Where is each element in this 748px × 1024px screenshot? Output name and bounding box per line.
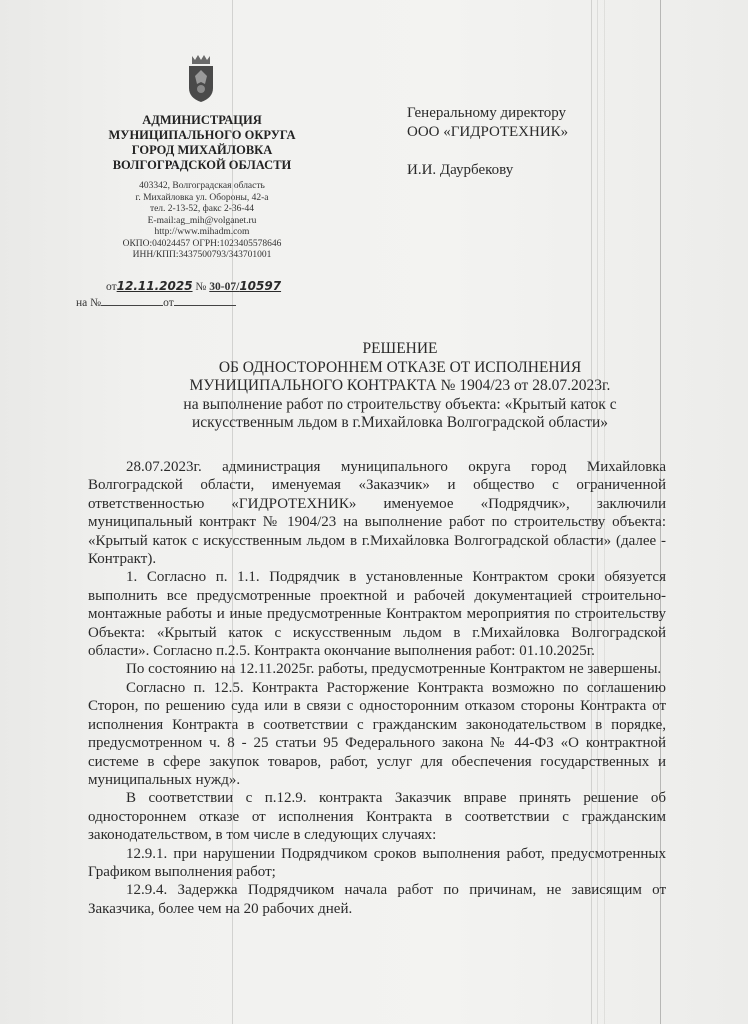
title-line: РЕШЕНИЕ: [362, 340, 438, 357]
ref-from-label: от: [106, 281, 117, 293]
reply-number-label: на №: [76, 297, 102, 309]
contact-okpo-ogrn: ОКПО:04024457 ОГРН:1023405578646: [122, 238, 282, 249]
addressee-position: Генеральному директору: [407, 105, 567, 121]
org-line: ГОРОД МИХАЙЛОВКА: [131, 143, 273, 157]
addressee-name: И.И. Даурбекову: [407, 162, 514, 178]
contact-email: E-mail:ag_mih@volganet.ru: [147, 215, 257, 226]
reply-number-blank: [101, 295, 163, 306]
ref-number-printed: 30-07/: [209, 281, 240, 293]
document-body: [88, 458, 666, 918]
ref-number-label: №: [195, 281, 207, 293]
org-line: ВОЛГОГРАДСКОЙ ОБЛАСТИ: [112, 158, 292, 172]
document-title: [100, 340, 700, 433]
org-line: МУНИЦИПАЛЬНОГО ОКРУГА: [108, 128, 296, 142]
org-line: АДМИНИСТРАЦИЯ: [142, 113, 262, 127]
title-line: ОБ ОДНОСТОРОННЕМ ОТКАЗЕ ОТ ИСПОЛНЕНИЯ: [218, 358, 582, 376]
body-paragraph: По состоянию на 12.11.2025г. работы, предусмотренные Контрактом не завершены.: [126, 661, 662, 678]
contact-address: 403342, Волгоградская область: [139, 181, 265, 191]
contact-website: http://www.mihadm.com: [154, 227, 250, 237]
organization-name: [70, 113, 334, 173]
organization-contacts: [70, 181, 334, 262]
ref-number-handwritten: 10597: [239, 279, 282, 293]
title-line: на выполнение работ по строительству объекта: «Крытый каток с: [183, 395, 617, 413]
title-line: МУНИЦИПАЛЬНОГО КОНТРАКТА № 1904/23 от 28.07.2023г.: [189, 377, 611, 394]
reply-from-label: от: [163, 297, 174, 309]
coat-of-arms-emblem: [186, 54, 216, 104]
outgoing-reference: [106, 279, 281, 293]
body-paragraph: В соответствии с п.12.9. контракта Заказчик вправе принять решение об одностороннем отказе от исполнения Контракта в соответствии с гражданским законодательством, в том числе в следующих случаях:: [88, 790, 666, 844]
contact-street: г. Михайловка ул. Обороны, 42-а: [135, 192, 269, 203]
body-paragraph: 12.9.4. Задержка Подрядчиком начала работ по причинам, не зависящим от Заказчика, более чем на 20 рабочих дней.: [88, 882, 666, 917]
incoming-reference: [76, 295, 236, 309]
body-paragraph: 12.9.1. при нарушении Подрядчиком сроков выполнения работ, предусмотренных Графиком выполнения работ;: [88, 845, 666, 880]
addressee-block: [407, 104, 568, 180]
addressee-company: ООО «ГИДРОТЕХНИК»: [407, 124, 569, 140]
body-paragraph: 1. Согласно п. 1.1. Подрядчик в установленные Контрактом сроки обязуется выполнить все предусмотренные проектной и рабочей документацией строительно-монтажные работы и иные предусмотренные Контрактом мероприятия по строительству Объекта: «Крытый каток с искусственным льдом в г.Михайловка Волгоградской области». Согласно п.2.5. Контракта окончание выполнения работ: 01.10.2025г.: [88, 569, 666, 660]
contact-inn-kpp: ИНН/КПП:3437500793/343701001: [132, 250, 272, 260]
ref-date-handwritten: 12.11.2025: [116, 279, 193, 293]
body-paragraph: Согласно п. 12.5. Контракта Расторжение Контракта возможно по соглашению Сторон, по решению суда или в связи с односторонним отказом стороны Контракта от исполнения Контракта в соответствии с гражданским законодательством в порядке, предусмотренном ч. 8 - 25 статьи 95 Федерального закона № 44-ФЗ «О контрактной системе в сфере закупок товаров, работ, услуг для обеспечения государственных и муниципальных нужд».: [88, 679, 666, 788]
reply-date-blank: [174, 295, 236, 306]
contact-phone: тел. 2-13-52, факс 2-36-44: [149, 204, 255, 214]
title-line: искусственным льдом в г.Михайловка Волгоградской области»: [191, 414, 609, 431]
body-paragraph: 28.07.2023г. администрация муниципального округа город Михайловка Волгоградской области, именуемая «Заказчик» и общество с ограниченной ответственностью «ГИДРОТЕХНИК» именуемое «Подрядчик», заключили муниципальный контракт № 1904/23 на выполнение работ по строительству объекта: «Крытый каток с искусственным льдом в г.Михайловка Волгоградской области» (далее - Контракт).: [88, 459, 666, 568]
